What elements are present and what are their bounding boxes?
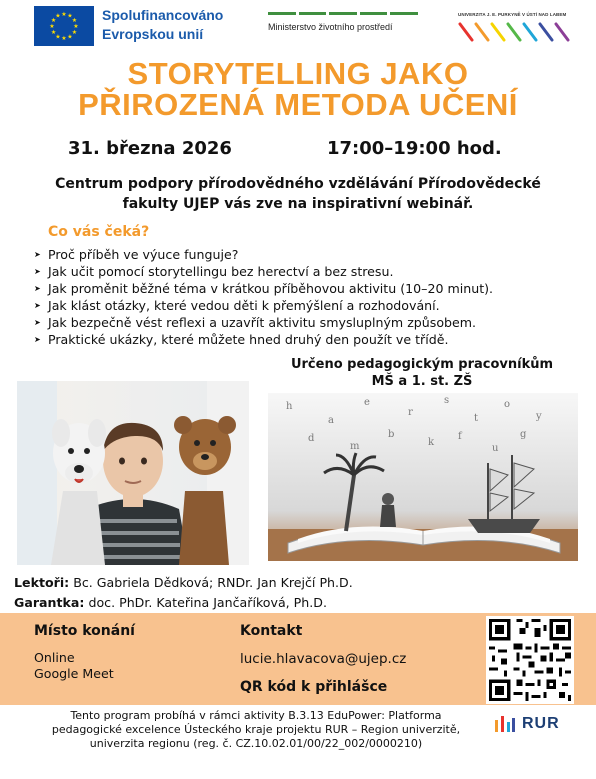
title-line2: PŘIROZENÁ METODA UČENÍ bbox=[78, 87, 518, 122]
venue-line1: Online bbox=[34, 650, 75, 665]
program-list bbox=[34, 246, 594, 348]
ministry-stripes bbox=[268, 12, 418, 15]
list-item-text: Praktické ukázky, které můžete hned druhý den použít ve třídě. bbox=[48, 332, 449, 347]
svg-text:★: ★ bbox=[50, 17, 57, 24]
university-logo bbox=[458, 12, 576, 47]
ministry-logo bbox=[268, 12, 418, 32]
lecturers-line bbox=[14, 573, 353, 593]
eu-line1: Spolufinancováno bbox=[102, 7, 224, 23]
svg-text:a: a bbox=[328, 415, 334, 426]
svg-text:h: h bbox=[286, 401, 293, 412]
list-item-text: Jak bezpečně vést reflexi a uzavřít aktivitu smysluplným způsobem. bbox=[48, 315, 477, 330]
list-item bbox=[34, 263, 594, 280]
rur-label: RUR bbox=[522, 715, 560, 732]
lecturers-names: Bc. Gabriela Dědková; RNDr. Jan Krejčí Ph.D. bbox=[73, 575, 353, 590]
list-item bbox=[34, 246, 594, 263]
guarantor-name: doc. PhDr. Kateřina Jančaříková, Ph.D. bbox=[88, 595, 327, 610]
svg-text:m: m bbox=[350, 441, 360, 452]
svg-text:t: t bbox=[474, 413, 479, 424]
svg-text:★: ★ bbox=[73, 23, 79, 30]
rur-logo bbox=[494, 714, 560, 734]
arrow-right-icon: ➤ bbox=[34, 267, 41, 276]
list-item bbox=[34, 280, 594, 297]
university-stripes-icon bbox=[458, 21, 576, 43]
contact-title: Kontakt bbox=[240, 623, 303, 639]
rur-bars-icon bbox=[494, 714, 516, 734]
guarantor-label: Garantka: bbox=[14, 595, 85, 610]
svg-text:★: ★ bbox=[61, 11, 67, 18]
svg-text:s: s bbox=[444, 395, 450, 406]
eu-line2: Evropskou unií bbox=[102, 26, 204, 42]
target-line1: Určeno pedagogickým pracovníkům bbox=[290, 357, 554, 372]
qr-code-icon[interactable] bbox=[486, 616, 574, 704]
footer-text: Tento program probíhá v rámci aktivity B.3.13 EduPower: Platforma pedagogické excelence Ústeckého kraje projektu RUR – Region univerzitě, univerzita regionu (reg. č. CZ.10.02.01/00/22_002/0000210) bbox=[51, 709, 461, 750]
arrow-right-icon: ➤ bbox=[34, 301, 41, 310]
eu-cofunded-label bbox=[102, 6, 223, 44]
arrow-right-icon: ➤ bbox=[34, 284, 41, 293]
list-item bbox=[34, 331, 594, 348]
svg-text:★: ★ bbox=[49, 23, 55, 30]
university-name: UNIVERZITA J. E. PURKYNĚ V ÚSTÍ NAD LABEM bbox=[458, 12, 567, 17]
list-item-text: Jak klást otázky, které vedou děti k přemýšlení a rozhodování. bbox=[48, 298, 440, 313]
svg-text:k: k bbox=[428, 437, 435, 448]
header-logos bbox=[0, 0, 596, 56]
program-title: Co vás čeká? bbox=[48, 224, 150, 240]
page-title bbox=[0, 58, 596, 120]
svg-text:e: e bbox=[364, 397, 370, 408]
title-line1: STORYTELLING JAKO bbox=[127, 56, 469, 91]
event-datetime bbox=[0, 138, 596, 164]
guarantor-line bbox=[14, 593, 353, 613]
list-item bbox=[34, 297, 594, 314]
svg-text:★: ★ bbox=[71, 17, 78, 24]
people-block bbox=[14, 573, 353, 613]
list-item-text: Proč příběh ve výuce funguje? bbox=[48, 247, 239, 262]
target-line2: MŠ a 1. st. ZŠ bbox=[371, 374, 473, 389]
svg-text:★: ★ bbox=[61, 35, 67, 42]
target-audience bbox=[252, 356, 592, 390]
event-time: 17:00–19:00 hod. bbox=[327, 138, 502, 159]
list-item bbox=[34, 314, 594, 331]
lecturers-label: Lektoři: bbox=[14, 575, 70, 590]
svg-text:★: ★ bbox=[67, 12, 73, 20]
svg-text:★: ★ bbox=[67, 33, 73, 41]
intro-text: Centrum podpory přírodovědného vzdělávání Přírodovědecké fakulty UJEP vás zve na inspirativní webinář. bbox=[55, 176, 541, 212]
list-item-text: Jak učit pomocí storytellingu bez herectví a bez stresu. bbox=[48, 264, 394, 279]
svg-text:★: ★ bbox=[55, 33, 61, 41]
arrow-right-icon: ➤ bbox=[34, 335, 41, 344]
svg-text:r: r bbox=[408, 407, 413, 418]
eu-flag-icon bbox=[34, 6, 94, 46]
arrow-right-icon: ➤ bbox=[34, 250, 41, 259]
venue-title: Místo konání bbox=[34, 623, 135, 639]
svg-text:g: g bbox=[520, 429, 527, 440]
svg-text:★: ★ bbox=[71, 29, 78, 36]
svg-text:o: o bbox=[504, 399, 511, 410]
svg-text:d: d bbox=[308, 433, 315, 444]
storybook-photo bbox=[268, 393, 578, 561]
svg-text:y: y bbox=[536, 411, 542, 422]
svg-text:★: ★ bbox=[50, 29, 57, 36]
arrow-right-icon: ➤ bbox=[34, 318, 41, 327]
list-item-text: Jak proměnit běžné téma v krátkou příběhovou aktivitu (10–20 minut). bbox=[48, 281, 494, 296]
svg-text:b: b bbox=[388, 429, 395, 440]
puppet-child-photo bbox=[17, 381, 249, 565]
ministry-name: Ministerstvo životního prostředí bbox=[268, 22, 393, 32]
contact-email[interactable]: lucie.hlavacova@ujep.cz bbox=[240, 651, 407, 667]
svg-text:★: ★ bbox=[55, 12, 61, 20]
svg-text:u: u bbox=[492, 443, 499, 454]
event-date: 31. března 2026 bbox=[68, 138, 232, 159]
svg-text:f: f bbox=[458, 431, 462, 442]
qr-label: QR kód k přihlášce bbox=[240, 679, 388, 695]
venue-line2: Google Meet bbox=[34, 666, 114, 681]
